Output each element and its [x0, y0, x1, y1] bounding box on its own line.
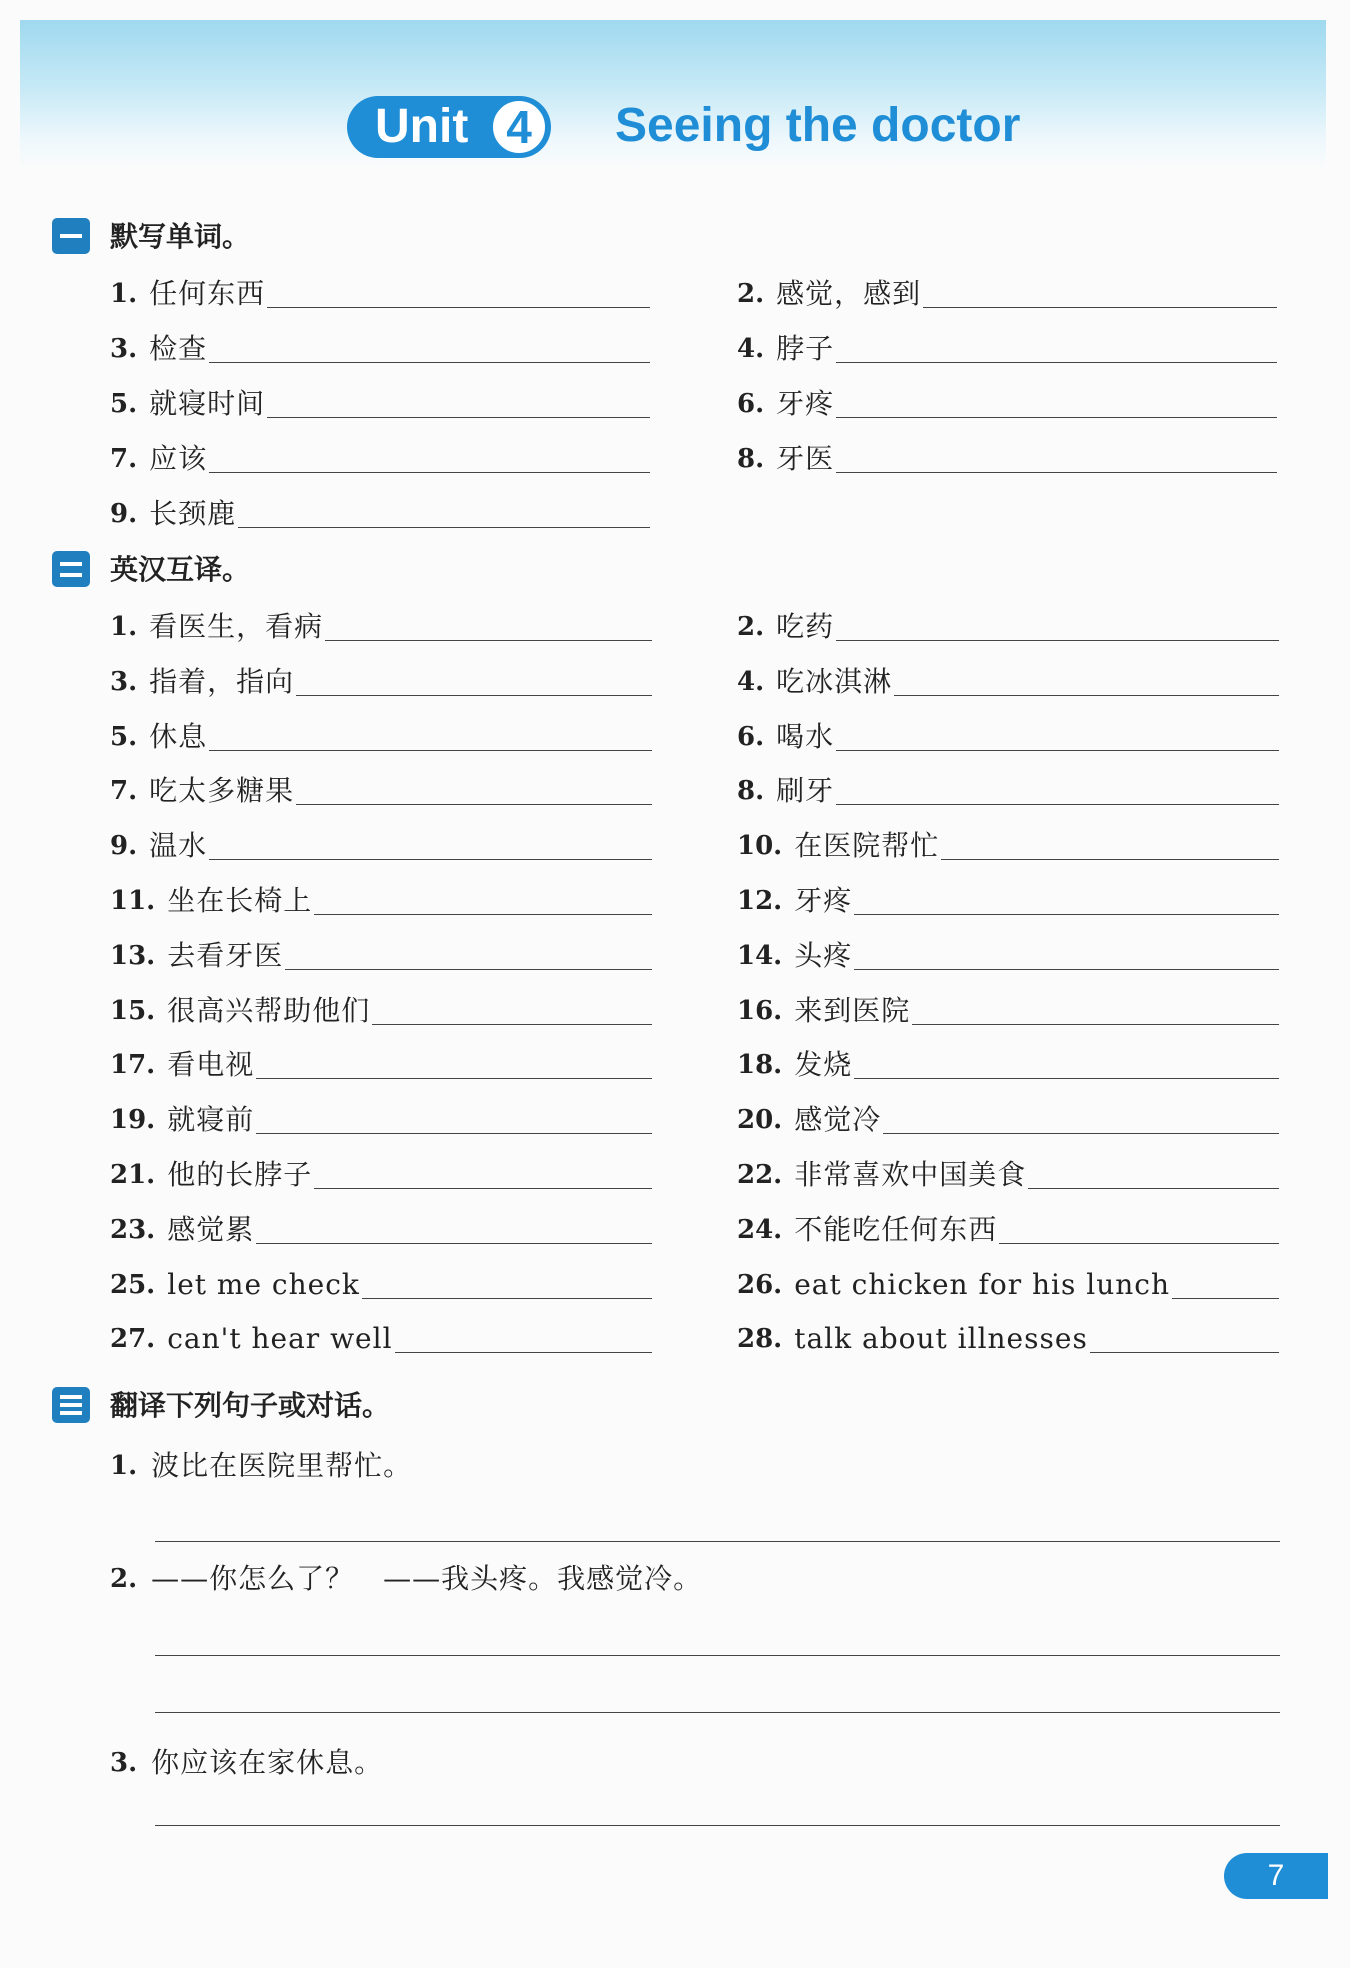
item-prompt: 就寝前 — [167, 1103, 255, 1137]
item-prompt: 吃冰淇淋 — [776, 664, 893, 698]
item-prompt: 牙疼 — [794, 884, 853, 917]
item-prompt: 在医院帮忙 — [794, 829, 940, 863]
item-prompt: 指着，指向 — [149, 664, 295, 698]
answer-blank[interactable] — [836, 639, 1279, 641]
answer-blank[interactable] — [362, 1297, 652, 1299]
item-number: 20. — [737, 1105, 783, 1136]
exercise-item — [110, 711, 652, 755]
item-prompt: 非常喜欢中国美食 — [794, 1158, 1027, 1191]
exercise-item — [737, 985, 1279, 1029]
item-prompt: 喝水 — [776, 719, 835, 753]
item-number: 26. — [737, 1269, 783, 1300]
exercise-item — [110, 1149, 652, 1193]
answer-blank[interactable] — [209, 361, 650, 363]
exercise-item — [110, 433, 650, 477]
answer-blank[interactable] — [395, 1351, 652, 1353]
item-prompt: 他的长脖子 — [167, 1158, 313, 1191]
item-number: 5. — [110, 389, 138, 419]
answer-blank[interactable] — [854, 968, 1279, 970]
exercise-item — [110, 268, 650, 312]
answer-blank[interactable] — [267, 416, 650, 418]
answer-blank[interactable] — [372, 1023, 652, 1025]
exercise-item — [737, 1094, 1279, 1138]
answer-blank[interactable] — [883, 1132, 1279, 1134]
exercise-item — [110, 1259, 652, 1303]
item-number: 5. — [110, 721, 138, 752]
item-prompt: 应该 — [149, 442, 208, 475]
answer-blank[interactable] — [314, 913, 652, 915]
answer-blank[interactable] — [285, 968, 652, 970]
exercise-item — [110, 985, 652, 1029]
item-prompt: 感觉，感到 — [776, 277, 922, 310]
exercise-item — [737, 1039, 1279, 1083]
item-number: 28. — [737, 1324, 783, 1355]
item-prompt: 刷牙 — [776, 774, 835, 808]
item-prompt: 牙医 — [776, 442, 835, 475]
answer-blank[interactable] — [854, 913, 1279, 915]
item-number: 21. — [110, 1160, 156, 1190]
item-number: 18. — [737, 1050, 783, 1081]
answer-blank[interactable] — [209, 858, 652, 860]
item-prompt: 坐在长椅上 — [167, 884, 313, 917]
item-prompt: let me check — [167, 1267, 360, 1301]
exercise-item — [737, 765, 1279, 809]
item-prompt: 发烧 — [794, 1048, 853, 1082]
section-2-badge — [52, 551, 90, 587]
sentence-text: ——你怎么了？ ——我头疼。我感觉冷。 — [151, 1562, 703, 1595]
answer-blank[interactable] — [894, 694, 1279, 696]
section-1-badge — [52, 218, 90, 254]
item-prompt: 吃药 — [776, 610, 835, 643]
section-3-badge — [52, 1387, 90, 1423]
exercise-item — [110, 875, 652, 919]
item-prompt: 去看牙医 — [167, 938, 284, 972]
unit-header — [20, 20, 1326, 170]
answer-blank[interactable] — [1090, 1351, 1279, 1353]
exercise-item — [737, 656, 1279, 700]
exercise-item — [737, 711, 1279, 755]
exercise-item — [737, 601, 1279, 645]
item-prompt: 感觉冷 — [794, 1103, 882, 1137]
answer-blank[interactable] — [256, 1242, 652, 1244]
answer-blank[interactable] — [325, 639, 652, 641]
answer-blank[interactable] — [209, 471, 650, 473]
answer-line[interactable] — [155, 1825, 1280, 1826]
item-prompt: 牙疼 — [776, 387, 835, 420]
item-number: 11. — [110, 886, 156, 916]
exercise-item — [110, 1204, 652, 1248]
item-prompt: 脖子 — [776, 332, 835, 365]
sentence-1 — [110, 1440, 412, 1484]
exercise-item — [737, 1149, 1279, 1193]
item-number: 2. — [737, 612, 765, 642]
item-number: 3. — [110, 666, 138, 697]
item-number: 1. — [110, 612, 138, 642]
exercise-item — [110, 820, 652, 864]
item-number: 1. — [110, 279, 138, 309]
item-prompt: 很高兴帮助他们 — [167, 993, 371, 1027]
item-prompt: 长颈鹿 — [149, 497, 237, 530]
item-prompt: 检查 — [149, 332, 208, 365]
sentence-text: 你应该在家休息。 — [151, 1746, 384, 1779]
exercise-item — [737, 1313, 1279, 1357]
exercise-item — [110, 323, 650, 367]
item-number: 4. — [737, 666, 765, 697]
item-prompt: can't hear well — [167, 1322, 393, 1356]
answer-blank[interactable] — [267, 306, 650, 308]
answer-blank[interactable] — [999, 1242, 1279, 1244]
item-number: 22. — [737, 1160, 783, 1190]
answer-blank[interactable] — [256, 1132, 652, 1134]
item-prompt: 感觉累 — [167, 1212, 255, 1246]
item-number: 17. — [110, 1050, 156, 1081]
sentence-text: 波比在医院里帮忙。 — [151, 1449, 413, 1482]
unit-title: Seeing the doctor — [615, 99, 1021, 152]
answer-blank[interactable] — [836, 471, 1277, 473]
item-number: 15. — [110, 995, 156, 1026]
answer-blank[interactable] — [296, 803, 652, 805]
exercise-item — [110, 601, 652, 645]
item-prompt: 看医生，看病 — [149, 610, 324, 643]
item-number: 23. — [110, 1214, 156, 1245]
exercise-item — [110, 765, 652, 809]
exercise-item — [110, 1094, 652, 1138]
exercise-item — [737, 1259, 1279, 1303]
answer-blank[interactable] — [296, 694, 652, 696]
answer-line[interactable] — [155, 1712, 1280, 1713]
item-number: 19. — [110, 1105, 156, 1136]
item-number: 14. — [737, 940, 783, 971]
exercise-item — [110, 1313, 652, 1357]
unit-label: Unit — [375, 100, 469, 153]
item-number: 12. — [737, 886, 783, 916]
answer-blank[interactable] — [209, 749, 652, 751]
answer-blank[interactable] — [314, 1187, 652, 1189]
answer-blank[interactable] — [836, 361, 1277, 363]
answer-blank[interactable] — [1172, 1297, 1279, 1299]
item-number: 2. — [737, 279, 765, 309]
exercise-item — [737, 820, 1279, 864]
section-1-title: 默写单词。 — [110, 220, 251, 253]
answer-blank[interactable] — [836, 803, 1279, 805]
item-number: 7. — [110, 776, 138, 807]
exercise-item — [110, 656, 652, 700]
section-3-title: 翻译下列句子或对话。 — [110, 1389, 391, 1422]
item-prompt: eat chicken for his lunch — [794, 1267, 1170, 1301]
exercise-item — [737, 1204, 1279, 1248]
answer-blank[interactable] — [238, 526, 650, 528]
exercise-item — [737, 378, 1277, 422]
item-number: 9. — [110, 499, 138, 529]
item-prompt: 任何东西 — [149, 277, 266, 310]
exercise-item — [110, 930, 652, 974]
answer-blank[interactable] — [256, 1077, 652, 1079]
item-prompt: 看电视 — [167, 1048, 255, 1082]
item-number: 4. — [737, 334, 765, 364]
page-number: 7 — [1224, 1853, 1328, 1899]
answer-blank[interactable] — [836, 416, 1277, 418]
answer-blank[interactable] — [912, 1023, 1279, 1025]
answer-blank[interactable] — [1028, 1187, 1279, 1189]
item-number: 13. — [110, 940, 156, 971]
sentence-3 — [110, 1737, 383, 1781]
item-number: 16. — [737, 995, 783, 1026]
sentence-2 — [110, 1553, 702, 1597]
item-number: 7. — [110, 444, 138, 474]
item-number: 6. — [737, 389, 765, 419]
item-number: 3. — [110, 334, 138, 364]
item-number: 24. — [737, 1214, 783, 1245]
item-number: 8. — [737, 444, 765, 474]
item-number: 27. — [110, 1324, 156, 1355]
item-prompt: talk about illnesses — [794, 1322, 1088, 1356]
item-prompt: 就寝时间 — [149, 387, 266, 420]
item-prompt: 吃太多糖果 — [149, 774, 295, 808]
answer-blank[interactable] — [854, 1077, 1279, 1079]
section-2-title: 英汉互译。 — [110, 553, 251, 586]
answer-line[interactable] — [155, 1655, 1280, 1656]
item-prompt: 来到医院 — [794, 993, 911, 1027]
exercise-item — [110, 488, 650, 532]
answer-blank[interactable] — [941, 858, 1279, 860]
answer-blank[interactable] — [836, 749, 1279, 751]
item-number: 8. — [737, 776, 765, 807]
exercise-item — [110, 1039, 652, 1083]
item-prompt: 休息 — [149, 719, 208, 753]
item-prompt: 头疼 — [794, 938, 853, 972]
exercise-item — [737, 930, 1279, 974]
unit-number: 4 — [491, 99, 547, 155]
item-number: 9. — [110, 831, 138, 862]
exercise-item — [737, 875, 1279, 919]
item-prompt: 不能吃任何东西 — [794, 1212, 998, 1246]
answer-blank[interactable] — [923, 306, 1277, 308]
exercise-item — [737, 268, 1277, 312]
unit-badge — [347, 96, 551, 158]
item-prompt: 温水 — [149, 829, 208, 863]
sentence-number: 2. — [110, 1564, 138, 1594]
exercise-item — [737, 323, 1277, 367]
item-number: 25. — [110, 1269, 156, 1300]
sentence-number: 3. — [110, 1748, 138, 1778]
item-number: 6. — [737, 721, 765, 752]
sentence-number: 1. — [110, 1451, 138, 1481]
exercise-item — [110, 378, 650, 422]
item-number: 10. — [737, 831, 783, 862]
answer-line[interactable] — [155, 1541, 1280, 1542]
exercise-item — [737, 433, 1277, 477]
